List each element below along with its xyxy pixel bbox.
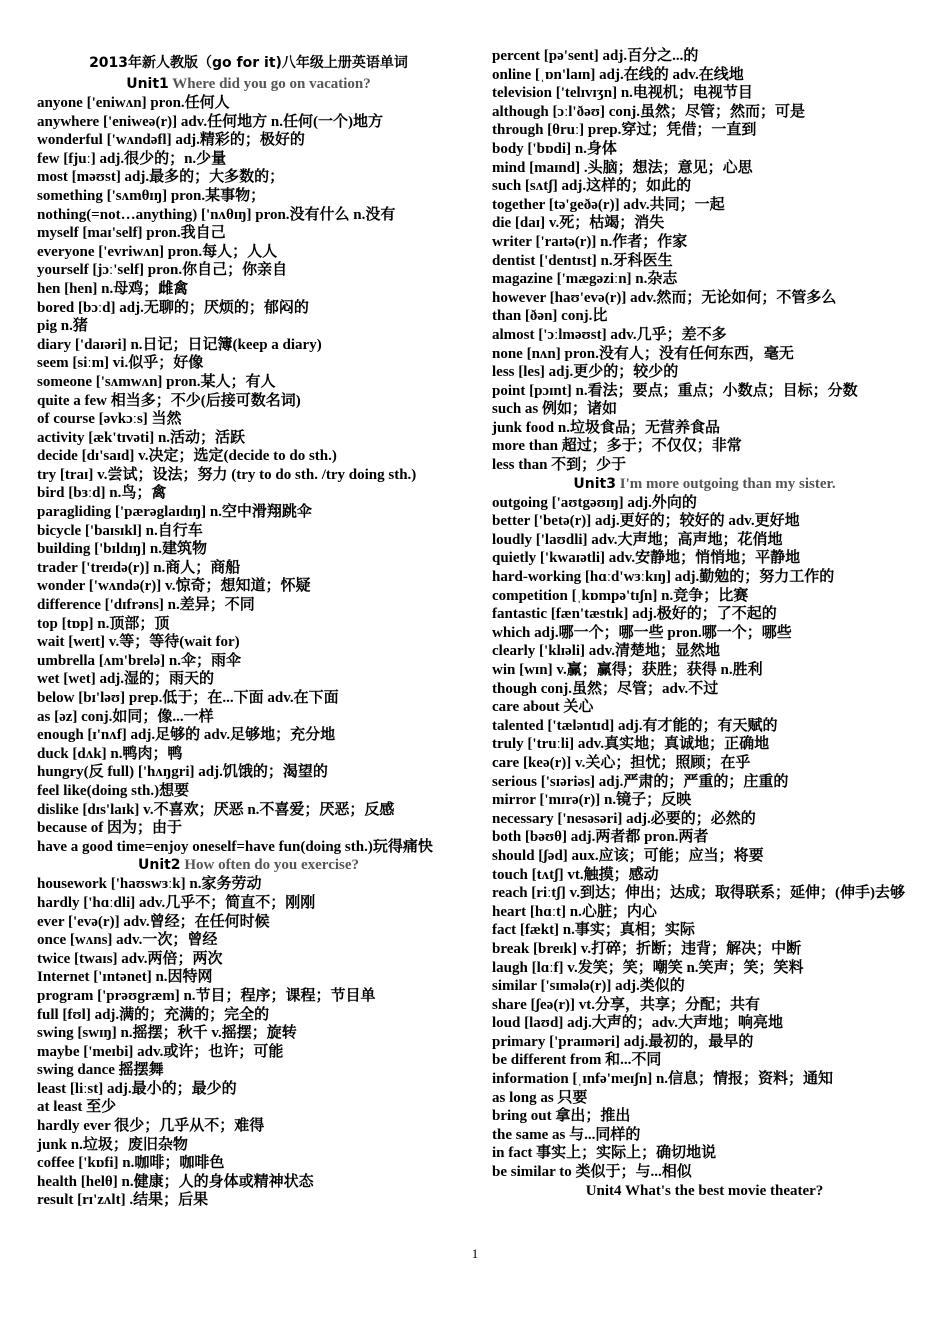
vocab-entry: talented ['tæləntɪd] adj.有才能的；有天赋的 bbox=[492, 717, 778, 734]
vocab-entry: writer ['raɪtə(r)] n.作者；作家 bbox=[492, 233, 688, 250]
unit-title: What's the best movie theater? bbox=[625, 1182, 824, 1199]
vocab-entry: as [əz] conj.如同；像...一样 bbox=[37, 708, 214, 725]
vocab-entry: feel like(doing sth.)想要 bbox=[37, 782, 190, 799]
vocab-entry: anywhere ['eniweə(r)] adv.任何地方 n.任何(一个)地方 bbox=[37, 113, 383, 130]
vocab-entry: mind [maɪnd] .头脑；想法；意见；心思 bbox=[492, 159, 753, 176]
vocab-entry: top [tɒp] n.顶部；顶 bbox=[37, 615, 170, 632]
unit-label: Unit2 bbox=[137, 857, 181, 874]
vocab-entry: nothing(=not…anything) ['nʌθɪŋ] pron.没有什么 n.没有 bbox=[37, 206, 396, 223]
vocab-entry: care about 关心 bbox=[492, 699, 594, 716]
vocab-entry: ever ['evə(r)] adv.曾经；在任何时候 bbox=[37, 913, 270, 930]
vocab-entry: maybe ['meɪbi] adv.或许；也许；可能 bbox=[37, 1043, 284, 1060]
vocab-entry: hungry(反 full) ['hʌŋgri] adj.饥饿的；渴望的 bbox=[37, 764, 328, 781]
vocab-entry: at least 至少 bbox=[37, 1099, 117, 1116]
unit-heading bbox=[492, 1182, 917, 1201]
vocab-entry: although [ɔːl'ðəʊ] conj.虽然；尽管；然而；可是 bbox=[492, 103, 806, 120]
vocab-entry: less than 不到；少于 bbox=[492, 457, 627, 474]
vocab-entry: laugh [lɑːf] v.发笑；笑；嘲笑 n.笑声；笑；笑料 bbox=[492, 959, 804, 976]
vocab-entry: necessary ['nesəsəri] adj.必要的；必然的 bbox=[492, 810, 756, 827]
vocab-entry: bicycle ['baɪsɪkl] n.自行车 bbox=[37, 522, 203, 539]
vocab-entry: share [ʃeə(r)] vt.分享，共享；分配；共有 bbox=[492, 996, 760, 1013]
vocab-entry: quite a few 相当多；不少(后接可数名词) bbox=[37, 392, 301, 409]
vocab-entry: hardly ever 很少；几乎从不；难得 bbox=[37, 1118, 265, 1135]
vocab-entry: myself [maɪ'self] pron.我自己 bbox=[37, 225, 226, 242]
vocab-entry: competition [ˌkɒmpə'tɪʃn] n.竞争；比赛 bbox=[492, 587, 749, 604]
vocab-entry: everyone ['evriwʌn] pron.每人；人人 bbox=[37, 243, 278, 260]
vocab-entry: which adj.哪一个；哪一些 pron.哪一个；哪些 bbox=[492, 624, 792, 641]
vocab-entry: hard-working [hɑːd'wɜːkɪŋ] adj.勤勉的；努力工作的 bbox=[492, 569, 835, 586]
vocab-entry: touch [tʌtʃ] vt.触摸；感动 bbox=[492, 866, 659, 883]
vocab-entry: though conj.虽然；尽管；adv.不过 bbox=[492, 680, 719, 697]
unit-heading bbox=[37, 75, 460, 94]
vocab-entry: break [breɪk] v.打碎；折断；违背；解决；中断 bbox=[492, 940, 802, 957]
vocab-entry: win [wɪn] v.赢；赢得；获胜；获得 n.胜利 bbox=[492, 662, 763, 678]
vocab-entry: better ['betə(r)] adj.更好的；较好的 adv.更好地 bbox=[492, 513, 800, 530]
vocab-entry: information [ˌɪnfə'meɪʃn] n.信息；情报；资料；通知 bbox=[492, 1071, 834, 1088]
unit-title: Where did you go on vacation? bbox=[172, 76, 371, 92]
vocab-entry: outgoing ['aʊtgəʊɪŋ] adj.外向的 bbox=[492, 494, 697, 511]
vocab-entry: hen [hen] n.母鸡；雌禽 bbox=[37, 280, 189, 297]
vocab-entry: wonder ['wʌndə(r)] v.惊奇；想知道；怀疑 bbox=[37, 578, 311, 595]
unit-title: How often do you exercise? bbox=[184, 857, 360, 874]
vocab-entry: wet [wet] adj.湿的；雨天的 bbox=[37, 671, 215, 688]
vocab-entry: umbrella [ʌm'brelə] n.伞；雨伞 bbox=[37, 652, 242, 669]
vocab-entry: loud [laʊd] adj.大声的；adv.大声地；响亮地 bbox=[492, 1015, 783, 1032]
document-title: 2013年新人教版（go for it)八年级上册英语单词 bbox=[89, 55, 408, 71]
vocab-entry: almost ['ɔːlməʊst] adv.几乎；差不多 bbox=[492, 326, 727, 343]
unit-label: Unit4 bbox=[585, 1182, 622, 1199]
vocab-entry: bird [bɜːd] n.鸟；禽 bbox=[37, 485, 167, 502]
vocab-entry: yourself [jɔː'self] pron.你自己；你亲自 bbox=[37, 262, 288, 279]
vocab-entry: should [ʃəd] aux.应该；可能；应当；将要 bbox=[492, 847, 764, 864]
vocab-entry: difference ['dɪfrəns] n.差异；不同 bbox=[37, 597, 255, 614]
vocab-entry: online [ˌɒn'laɪn] adj.在线的 adv.在线地 bbox=[492, 66, 744, 83]
vocab-entry: dislike [dɪs'laɪk] v.不喜欢；厌恶 n.不喜爱；厌恶；反感 bbox=[37, 801, 395, 818]
vocab-entry: bored [bɔːd] adj.无聊的；厌烦的；郁闷的 bbox=[37, 299, 309, 316]
vocab-entry: however [haʊ'evə(r)] adv.然而；无论如何；不管多么 bbox=[492, 289, 837, 306]
vocab-entry: dentist ['dentɪst] n.牙科医生 bbox=[492, 252, 673, 269]
vocab-entry: paragliding ['pærəglaɪdɪŋ] n.空中滑翔跳伞 bbox=[37, 504, 312, 521]
vocab-entry: die [daɪ] v.死；枯竭；消失 bbox=[492, 215, 665, 232]
vocab-entry: junk n.垃圾；废旧杂物 bbox=[37, 1136, 188, 1153]
vocab-entry: swing [swɪŋ] n.摇摆；秋千 v.摇摆；旋转 bbox=[37, 1025, 297, 1042]
vocab-entry: decide [dɪ'saɪd] v.决定；选定(decide to do sth.) bbox=[37, 448, 337, 465]
vocab-entry: quietly ['kwaɪətli] adv.安静地；悄悄地；平静地 bbox=[492, 550, 801, 567]
vocab-entry: housework ['haʊswɜːk] n.家务劳动 bbox=[37, 876, 262, 893]
vocab-entry: pig n.猪 bbox=[37, 318, 88, 335]
vocab-entry: point [pɔɪnt] n.看法；要点；重点；小数点；目标；分数 bbox=[492, 382, 858, 399]
vocab-entry: the same as 与...同样的 bbox=[492, 1126, 641, 1143]
vocab-entry: Internet ['ɪntənet] n.因特网 bbox=[37, 969, 213, 986]
vocab-entry: be similar to 类似于；与...相似 bbox=[492, 1164, 692, 1181]
vocab-entry: clearly ['klɪəli] adv.清楚地；显然地 bbox=[492, 643, 721, 660]
unit-heading bbox=[492, 475, 917, 494]
unit-heading bbox=[37, 856, 460, 875]
vocab-entry: of course [əvkɔːs] 当然 bbox=[37, 411, 182, 428]
vocab-entry: something ['sʌmθɪŋ] pron.某事物； bbox=[37, 187, 266, 204]
vocab-entry: through [θruː] prep.穿过；凭借；一直到 bbox=[492, 122, 757, 139]
vocab-entry: less [les] adj.更少的；较少的 bbox=[492, 364, 679, 381]
vocab-entry: than [ðən] conj.比 bbox=[492, 308, 608, 325]
vocab-entry: result [rɪ'zʌlt] .结果；后果 bbox=[37, 1192, 209, 1209]
vocab-entry: building ['bɪldɪŋ] n.建筑物 bbox=[37, 541, 207, 558]
vocab-entry: reach [riːtʃ] v.到达；伸出；达成；取得联系；延伸；(伸手)去够 bbox=[492, 885, 905, 902]
vocab-entry: percent [pə'sent] adj.百分之...的 bbox=[492, 48, 699, 64]
unit-label: Unit3 bbox=[573, 475, 616, 492]
unit-title: I'm more outgoing than my sister. bbox=[619, 475, 836, 492]
vocab-entry: once [wʌns] adv.一次；曾经 bbox=[37, 932, 218, 949]
vocab-entry: wait [weɪt] v.等；等待(wait for) bbox=[37, 634, 240, 651]
vocab-entry: in fact 事实上；实际上；确切地说 bbox=[492, 1145, 717, 1162]
vocab-entry: have a good time=enjoy oneself=have fun(doing sth.)玩得痛快 bbox=[37, 838, 433, 855]
vocab-entry: anyone ['eniwʌn] pron.任何人 bbox=[37, 95, 230, 111]
vocab-entry: fantastic [fæn'tæstɪk] adj.极好的；了不起的 bbox=[492, 606, 777, 623]
vocab-entry: similar ['sɪmələ(r)] adj.类似的 bbox=[492, 978, 685, 995]
vocab-entry: twice [twaɪs] adv.两倍；两次 bbox=[37, 950, 223, 967]
vocab-entry: loudly ['laʊdli] adv.大声地；高声地；花俏地 bbox=[492, 531, 783, 548]
vocab-entry: coffee ['kɒfi] n.咖啡；咖啡色 bbox=[37, 1155, 225, 1172]
vocab-entry: such [sʌtʃ] adj.这样的；如此的 bbox=[492, 178, 692, 195]
vocab-entry: television ['telɪvɪʒn] n.电视机；电视节目 bbox=[492, 85, 753, 102]
vocab-entry: wonderful ['wʌndəfl] adj.精彩的；极好的 bbox=[37, 132, 305, 149]
vocab-entry: least [liːst] adj.最小的；最少的 bbox=[37, 1080, 237, 1097]
vocab-entry: trader ['treɪdə(r)] n.商人；商船 bbox=[37, 559, 241, 576]
vocab-entry: body ['bɒdi] n.身体 bbox=[492, 140, 617, 157]
vocab-entry: both [bəʊθ] adj.两者都 pron.两者 bbox=[492, 829, 709, 846]
vocab-entry: junk food n.垃圾食品；无营养食品 bbox=[492, 419, 720, 436]
vocab-entry: more than 超过；多于；不仅仅；非常 bbox=[492, 438, 742, 455]
vocab-entry: most [məʊst] adj.最多的；大多数的； bbox=[37, 169, 285, 186]
vocab-entry: health [helθ] n.健康；人的身体或精神状态 bbox=[37, 1173, 314, 1190]
vocab-entry: none [nʌn] pron.没有人；没有任何东西，毫无 bbox=[492, 345, 794, 362]
vocab-entry: few [fjuː] adj.很少的；n.少量 bbox=[37, 150, 227, 167]
vocab-entry: diary ['daɪəri] n.日记；日记簿(keep a diary) bbox=[37, 336, 322, 353]
vocab-entry: below [bɪ'ləʊ] prep.低于；在...下面 adv.在下面 bbox=[37, 690, 339, 706]
vocab-entry: mirror ['mɪrə(r)] n.镜子；反映 bbox=[492, 792, 692, 809]
vocab-entry: seem [siːm] vi.似乎；好像 bbox=[37, 355, 204, 372]
vocab-entry: because of 因为；由于 bbox=[37, 820, 182, 837]
vocab-entry: truly ['truːli] adv.真实地；真诚地；正确地 bbox=[492, 736, 770, 753]
vocab-entry: duck [dʌk] n.鸭肉；鸭 bbox=[37, 745, 183, 762]
vocab-entry: heart [hɑːt] n.心脏；内心 bbox=[492, 903, 657, 920]
vocab-entry: primary ['praɪməri] adj.最初的，最早的 bbox=[492, 1033, 754, 1050]
left-column bbox=[37, 47, 460, 1210]
page-number: 1 bbox=[471, 1246, 479, 1261]
vocab-entry: magazine ['mægəziːn] n.杂志 bbox=[492, 271, 678, 288]
vocab-entry: care [keə(r)] v.关心；担忧；照顾；在乎 bbox=[492, 754, 751, 771]
vocab-entry: hardly ['hɑːdli] adv.几乎不；简直不；刚刚 bbox=[37, 894, 316, 911]
vocab-entry: serious ['sɪəriəs] adj.严肃的；严重的；庄重的 bbox=[492, 773, 789, 790]
vocab-entry: swing dance 摇摆舞 bbox=[37, 1062, 164, 1079]
vocab-entry: program ['prəʊgræm] n.节目；程序；课程；节目单 bbox=[37, 987, 376, 1004]
vocab-entry: fact [fækt] n.事实；真相；实际 bbox=[492, 922, 695, 939]
vocab-entry: as long as 只要 bbox=[492, 1089, 588, 1106]
right-column bbox=[492, 47, 917, 1201]
vocab-entry: activity [æk'tɪvəti] n.活动；活跃 bbox=[37, 429, 246, 446]
vocab-entry: such as 例如；诸如 bbox=[492, 401, 618, 418]
vocab-entry: someone ['sʌmwʌn] pron.某人；有人 bbox=[37, 373, 276, 390]
vocab-entry: together [tə'geðə(r)] adv.共同；一起 bbox=[492, 196, 725, 213]
vocab-entry: be different from 和...不同 bbox=[492, 1052, 662, 1069]
vocab-entry: try [traɪ] v.尝试；设法；努力 (try to do sth. /try doing sth.) bbox=[37, 466, 417, 483]
vocab-entry: enough [ɪ'nʌf] adj.足够的 adv.足够地；充分地 bbox=[37, 727, 336, 744]
vocab-entry: bring out 拿出；推出 bbox=[492, 1108, 631, 1125]
unit-label: Unit1 bbox=[126, 76, 169, 92]
vocab-entry: full [fʊl] adj.满的；充满的；完全的 bbox=[37, 1006, 270, 1023]
